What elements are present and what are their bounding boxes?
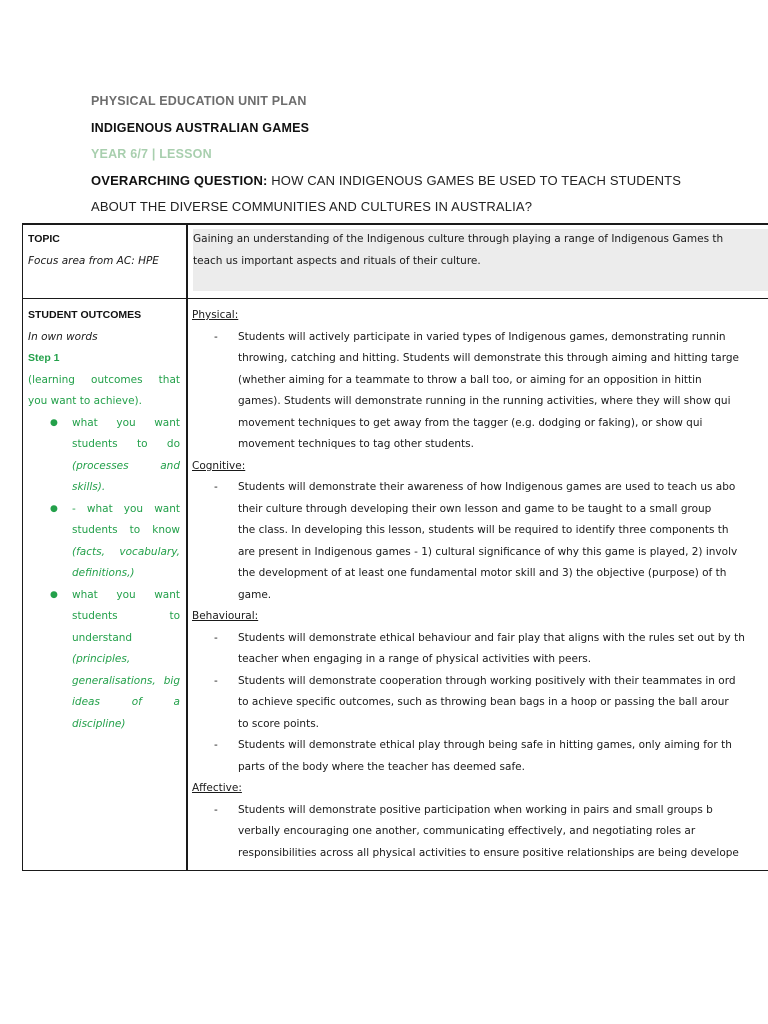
- topic-label: TOPIC: [28, 233, 60, 245]
- unit-title: INDIGENOUS AUSTRALIAN GAMES: [91, 121, 310, 135]
- bullet-line: definitions,): [72, 567, 135, 579]
- dash-bullet: -: [214, 631, 218, 644]
- bullet-line: what you want: [72, 416, 180, 429]
- outcome-item: [192, 477, 768, 606]
- bullet-line: understand: [72, 631, 133, 644]
- topic-text-line: teach us important aspects and rituals of their culture.: [193, 254, 481, 267]
- item-line: games). Students will demonstrate running in the running activities, where they will show qui: [238, 395, 731, 407]
- outcome-bullet: [28, 499, 180, 585]
- bullet-line: discipline): [72, 717, 126, 730]
- bullet-line: what you want: [72, 588, 180, 601]
- outcomes-sub: In own words: [28, 330, 98, 343]
- item-line: movement techniques to get away from the tagger (e.g. dodging or faking), or show qui: [238, 416, 703, 429]
- item-line: Students will actively participate in varied types of Indigenous games, demonstrating runnin: [238, 330, 726, 343]
- bullet-line: (principles,: [72, 653, 131, 665]
- item-line: their culture through developing their own lesson and game to be taught to a small group: [238, 502, 712, 515]
- outcomes-guide-line: you want to achieve).: [28, 395, 142, 407]
- outcome-item: [192, 800, 768, 865]
- item-line: Students will demonstrate positive participation when working in pairs and small groups b: [238, 803, 713, 816]
- topic-label-cell: [28, 229, 178, 272]
- outcomes-guide-line: (learning outcomes that: [28, 373, 180, 386]
- bullet-line: students to do: [72, 438, 180, 450]
- topic-content-cell: [193, 229, 768, 291]
- year-lesson-label: YEAR 6/7 | LESSON: [91, 147, 212, 161]
- bullet-dot-icon: ●: [50, 417, 58, 428]
- topic-text-line: Gaining an understanding of the Indigenous culture through playing a range of Indigenous Games th: [193, 233, 724, 245]
- item-line: (whether aiming for a teammate to throw a ball too, or aiming for an opposition in hittin: [238, 373, 702, 386]
- section-heading-behavioural: Behavioural:: [192, 610, 259, 622]
- overarching-question: [91, 173, 681, 188]
- item-line: Students will demonstrate ethical play through being safe in hitting games, only aiming for th: [238, 739, 732, 751]
- item-line: Students will demonstrate cooperation through working positively with their teammates in ord: [238, 674, 736, 687]
- step-label: Step 1: [28, 352, 60, 364]
- dash-bullet: -: [214, 803, 218, 816]
- table-row-divider: [22, 298, 768, 299]
- table-left-border: [22, 223, 23, 871]
- item-line: to achieve specific outcomes, such as throwing bean bags in a hoop or passing the ball arour: [238, 696, 729, 708]
- outcome-item: [192, 628, 768, 671]
- bullet-line: - what you want: [72, 502, 180, 515]
- outcome-item: [192, 735, 768, 778]
- table-column-divider: [186, 223, 188, 871]
- outcomes-label-cell: [28, 305, 180, 735]
- bullet-line: ideas of a: [72, 696, 180, 708]
- section-heading-cognitive: Cognitive:: [192, 459, 246, 472]
- bullet-line: skills).: [72, 481, 106, 493]
- bullet-line: students to know: [72, 524, 180, 536]
- outcome-bullet: [28, 585, 180, 736]
- item-line: game.: [238, 588, 272, 601]
- outcome-item: [192, 327, 768, 456]
- section-heading-affective: Affective:: [192, 782, 242, 794]
- item-line: movement techniques to tag other students.: [238, 438, 474, 450]
- item-line: throwing, catching and hitting. Students will demonstrate this through aiming and hitting targe: [238, 352, 739, 364]
- item-line: are present in Indigenous games - 1) cultural significance of why this game is played, 2) involv: [238, 545, 738, 558]
- outcome-bullet: [28, 413, 180, 499]
- dash-bullet: -: [214, 481, 218, 493]
- section-heading-physical: Physical:: [192, 309, 239, 321]
- bullet-line: (processes and: [72, 459, 180, 472]
- item-line: to score points.: [238, 717, 320, 730]
- outcomes-content-cell: [192, 305, 768, 864]
- bullet-line: generalisations, big: [72, 674, 180, 687]
- table-top-border: [22, 223, 768, 225]
- item-line: parts of the body where the teacher has deemed safe.: [238, 760, 525, 773]
- unit-plan-table: [22, 223, 768, 872]
- item-line: responsibilities across all physical activities to ensure positive relationships are being develope: [238, 846, 739, 859]
- bullet-line: students to: [72, 610, 180, 622]
- bullet-dot-icon: ●: [50, 589, 58, 600]
- dash-bullet: -: [214, 739, 218, 751]
- item-line: verbally encouraging one another, communicating effectively, and negotiating roles ar: [238, 825, 696, 837]
- overarching-question-text: HOW CAN INDIGENOUS GAMES BE USED TO TEACH STUDENTS: [271, 173, 682, 188]
- topic-focus-area: Focus area from AC: HPE: [28, 254, 159, 267]
- bullet-line: (facts, vocabulary,: [72, 545, 180, 558]
- dash-bullet: -: [214, 330, 218, 343]
- outcome-item: [192, 671, 768, 736]
- item-line: Students will demonstrate their awareness of how Indigenous games are used to teach us abo: [238, 481, 736, 493]
- table-bottom-border: [22, 870, 768, 871]
- outcomes-label: STUDENT OUTCOMES: [28, 309, 142, 321]
- overarching-question-continued: ABOUT THE DIVERSE COMMUNITIES AND CULTURES IN AUSTRALIA?: [91, 199, 533, 214]
- overarching-question-label: OVERARCHING QUESTION:: [91, 173, 268, 188]
- item-line: the class. In developing this lesson, students will be required to identify three components th: [238, 524, 729, 536]
- item-line: Students will demonstrate ethical behaviour and fair play that aligns with the rules set out by th: [238, 631, 745, 644]
- item-line: teacher when engaging in a range of physical activities with peers.: [238, 653, 592, 665]
- item-line: the development of at least one fundamental motor skill and 3) the objective (purpose) of th: [238, 567, 727, 579]
- unit-plan-heading: PHYSICAL EDUCATION UNIT PLAN: [91, 94, 307, 108]
- dash-bullet: -: [214, 674, 218, 687]
- bullet-dot-icon: ●: [50, 503, 58, 514]
